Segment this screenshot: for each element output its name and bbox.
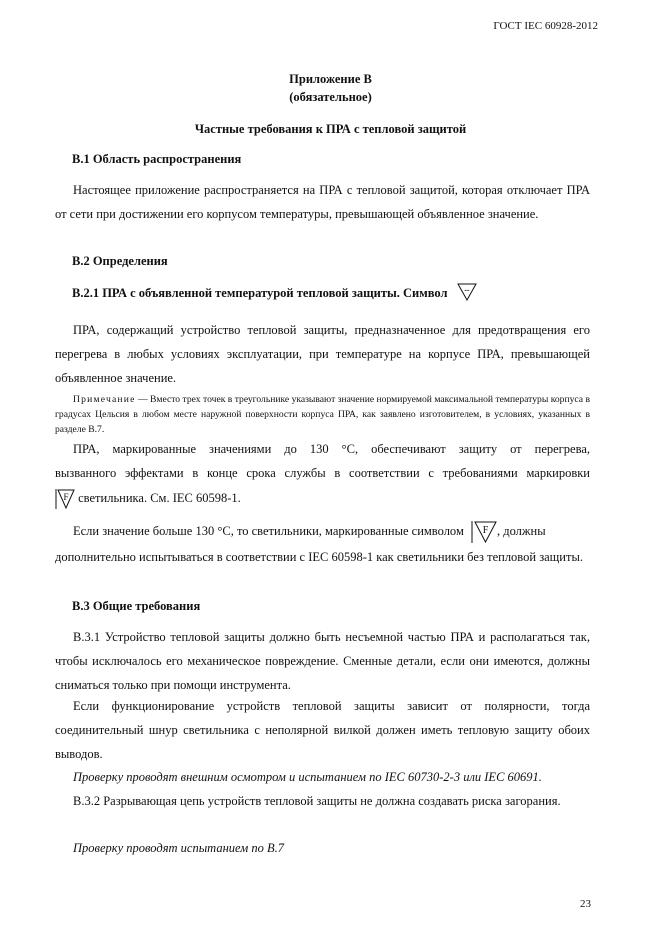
thermal-triangle-icon <box>457 283 477 301</box>
f-letter-text-2: F <box>482 525 489 536</box>
section-b31-text: В.3.1 Устройство тепловой защиты должно быть несъемной частью ПРА и располагаться так, чтобы исключалось его механическое повреждение. Сменные детали, если они имеются, должны сниматься только при помощи инструмента. <box>55 630 590 692</box>
f-marking-icon <box>55 489 75 509</box>
section-b1-heading: В.1 Область распространения <box>72 152 242 166</box>
page-number: 23 <box>580 898 591 910</box>
section-b21-heading: В.2.1 ПРА с объявленной температурой тепловой защиты. Символ <box>72 286 448 300</box>
note-block <box>55 392 590 437</box>
document-code: ГОСТ IEC 60928-2012 <box>493 20 598 32</box>
check-text-1: Проверку проводят внешним осмотром и испытанием по IEC 60730-2-3 или IEC 60691. <box>73 770 542 784</box>
appendix-subtitle: Частные требования к ПРА с тепловой защитой <box>194 122 467 136</box>
note-label: Примечание <box>73 394 136 405</box>
check-text-2: Проверку проводят испытанием по В.7 <box>73 841 285 855</box>
section-b3-heading: В.3 Общие требования <box>72 599 201 613</box>
section-b21-text: ПРА, содержащий устройство тепловой защиты, предназначенное для предотвращения его перегрева в любых условиях эксплуатации, при температуре на корпусе ПРА, превышающей объявленное значение. <box>55 323 590 385</box>
p130-line3-row <box>55 489 590 509</box>
polarity-text: Если функционирование устройств тепловой защиты зависит от полярности, тогда соединительный шнур светильника с неполярной вилкой должен иметь тепловую защиту обоих выводов. <box>55 699 590 761</box>
note-text: — Вместо трех точек в треугольнике указывают значение нормируемой максимальной температуры корпуса в градусах Цельсия в любом месте наружной поверхности корпуса ПРА, как заявлено изготовителем, в условиях, указанных в разделе В.7. <box>55 394 590 435</box>
triangle-dots-text: ... <box>464 285 470 294</box>
pover-line1-row <box>55 521 608 543</box>
pover-line1a: Если значение больше 130 °С, то светильники, маркированные символом <box>73 523 464 538</box>
f-marking-icon-2 <box>471 521 497 543</box>
p130-line1: ПРА, маркированные значениями до 130 °С, обеспечивают защиту от перегрева, <box>73 442 590 456</box>
appendix-status: (обязательное) <box>289 90 372 104</box>
pover-rest: дополнительно испытываться в соответствии с IEC 60598-1 как светильники без тепловой защиты. <box>55 550 583 564</box>
section-b2-heading: В.2 Определения <box>72 254 168 268</box>
f-letter-text: F <box>63 492 69 502</box>
section-b1-text: Настоящее приложение распространяется на ПРА с тепловой защитой, которая отключает ПРА от сети при достижении его корпусом температуры, превышающей объявленное значение. <box>55 183 590 221</box>
appendix-title: Приложение В <box>289 72 372 86</box>
p130-line2: вызванного эффектами в конце срока службы в соответствии с требованиями маркировки <box>55 466 590 480</box>
p130-line3: светильника. См. IEC 60598-1. <box>78 490 241 505</box>
section-b32-text: В.3.2 Разрывающая цепь устройств тепловой защиты не должна создавать риска загорания. <box>73 794 561 808</box>
pover-line1b: , должны <box>496 523 546 538</box>
section-b21-heading-row <box>72 286 477 301</box>
